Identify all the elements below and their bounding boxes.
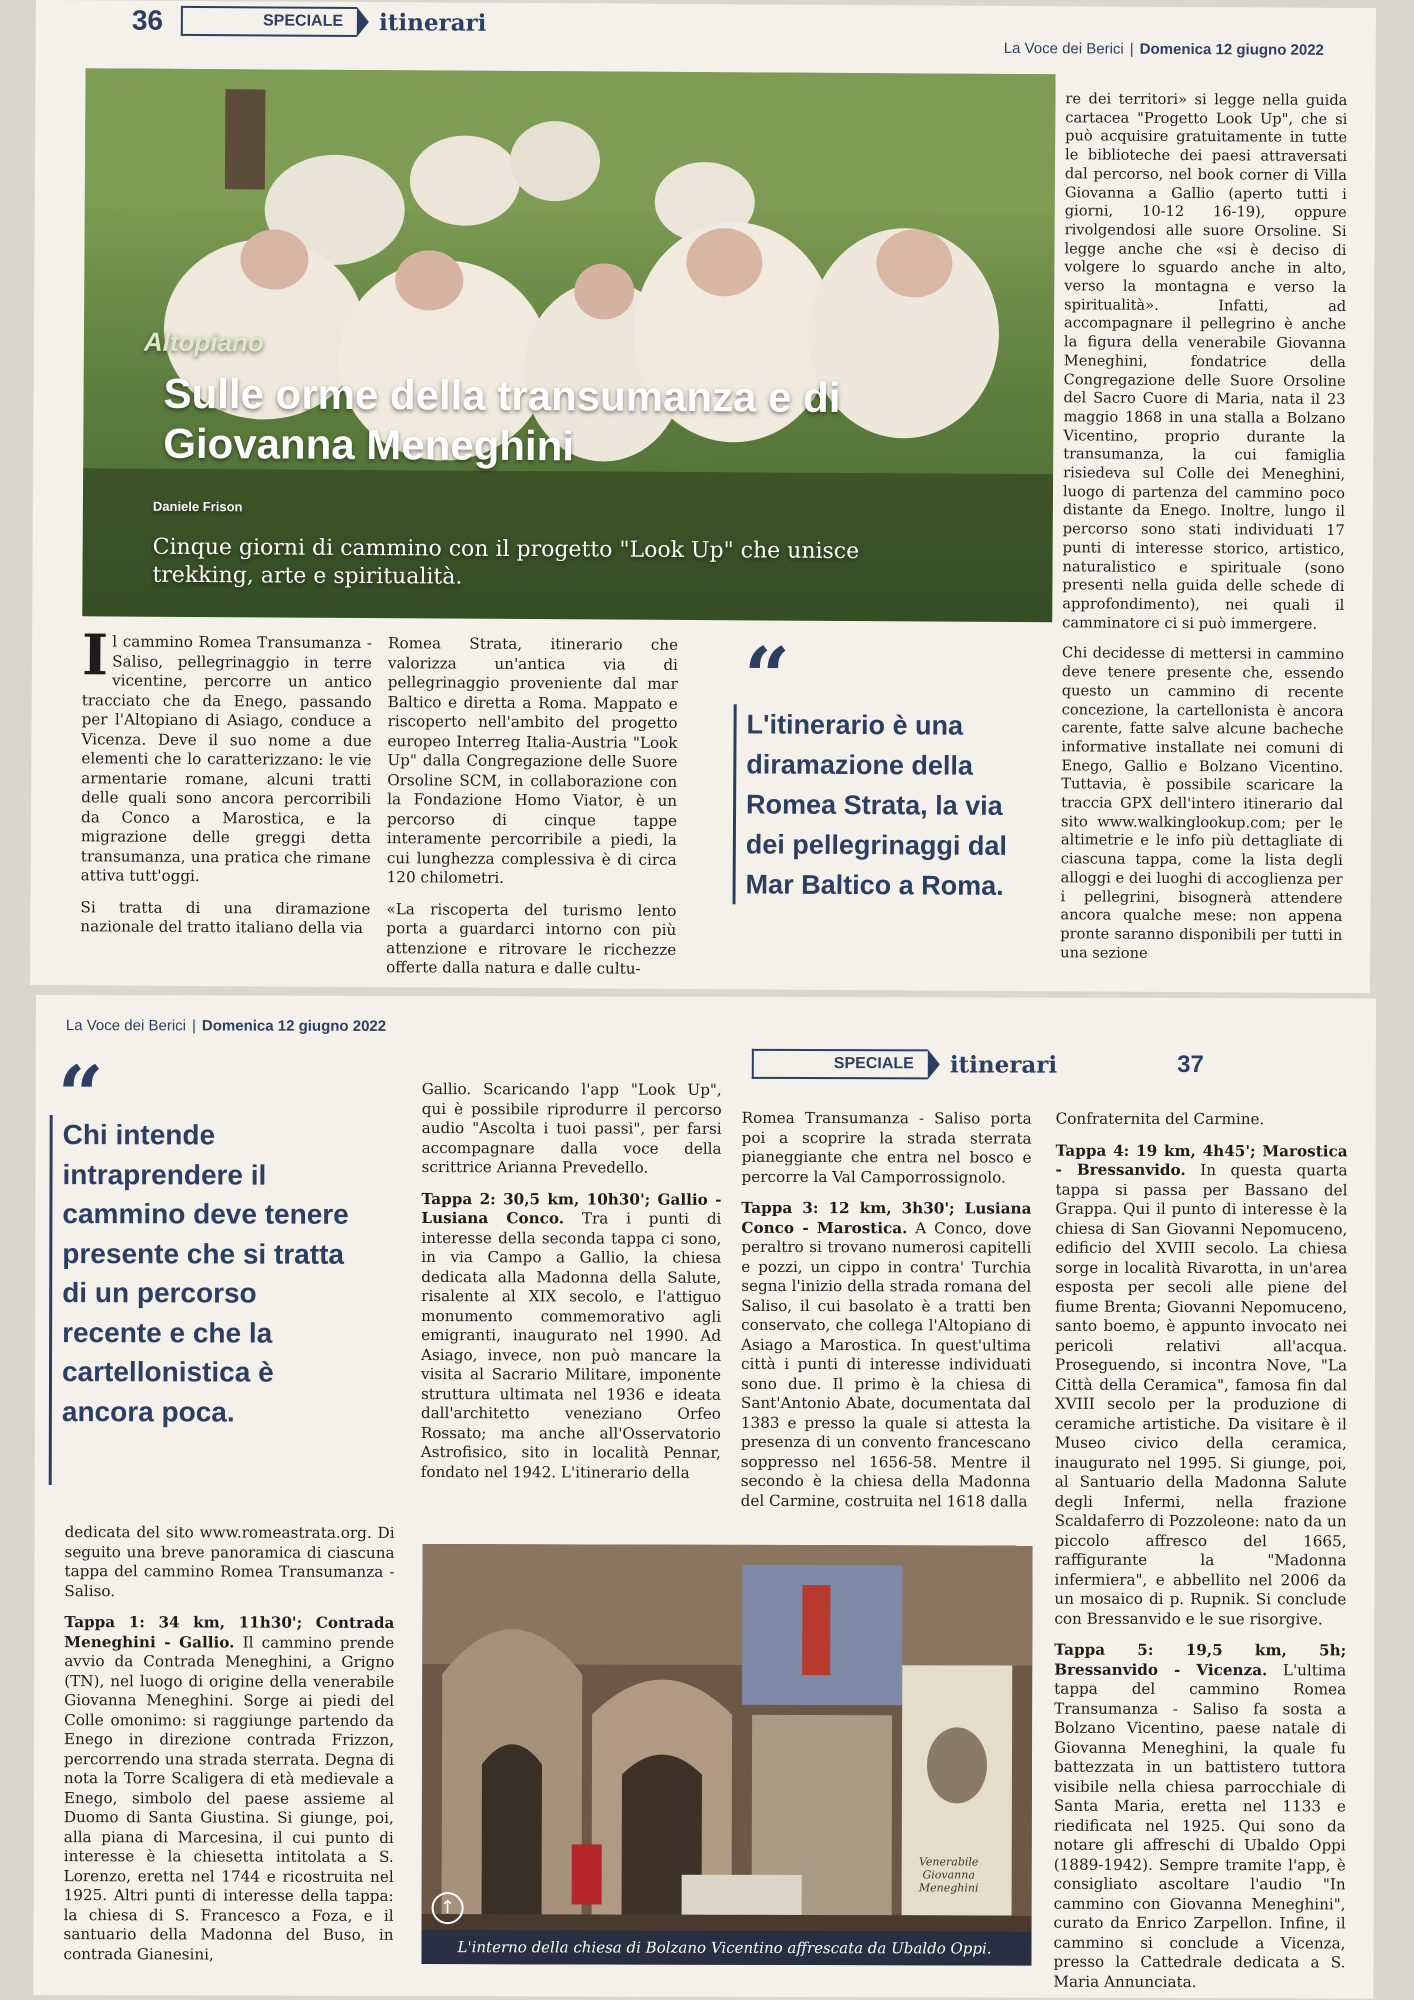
tappa-3-text: A Conco, dove peraltro si trovano numerosi capitelli e pozzi, un cippo in contra' Turchia segna l'inizio della strada romana del Saliso, il cui basolato è a tratti ben conservato, che collega l'Altopiano di Asiago a Marostica. In quest'ultima città i punti di interesse individuati sono due. Il primo è la chiesa di Sant'Antonio Abate, documentata dal 1383 e presso la quale si attesta la presenza di un convento francescano soppresso nel 1656-58. Mentre il secondo è la chiesa della Madonna del Carmine, costruita nel 1618 dalla <box>740 1218 1032 1511</box>
pull-quote-text: L'itinerario è una diramazione della Romea Strata, la via dei pellegrinaggi dal Mar Baltico a Roma. <box>745 709 1008 901</box>
tappa-4-heading: Tappa 4: 19 km, 4h45'; Marostica - Bressanvido. <box>1055 1141 1348 1180</box>
article-column-4 <box>1053 1110 1347 1999</box>
quote-mark-icon: “ <box>743 629 791 724</box>
tappa-3-heading: Tappa 3: 12 km, 3h30'; Lusiana Conco - Marostica. <box>741 1198 1032 1237</box>
column-text-2: Si tratta di una diramazione nazionale del tratto italiano della via <box>80 897 371 938</box>
publication-name: La Voce dei Berici <box>65 1017 187 1035</box>
publication-name: La Voce dei Berici <box>1003 39 1124 58</box>
article-headline: Sulle orme della transumanza e di Giovanna Meneghini <box>163 369 841 470</box>
section-tag: SPECIALE <box>181 6 357 37</box>
photo-caption: L'interno della chiesa di Bolzano Vicentino affrescata da Ubaldo Oppi. <box>421 1930 1031 1966</box>
tappa-5-text: L'ultima tappa del cammino Romea Transumanza - Saliso fa sosta a Bolzano Vicentino, paese natale di Giovanna Meneghini, la quale fu battezzata in un battistero tuttora visibile nella chiesa parrocchiale di Santa Maria, eretta nel 1133 e riedificata nel 1925. Qui sono da notare gli affreschi di Ubaldo Oppi (1889-1942). Sempre tramite l'app, è consigliato ascoltare l'audio "In cammino con Giovanna Meneghini", curato da Enrico Zarpellon. Infine, il cammino si conclude a Vicenza, presso la Cattedrale dedicata a S. Maria Annunciata. <box>1053 1660 1347 1991</box>
page-header-left: La Voce dei Berici | Domenica 12 giugno 2022 <box>65 1017 387 1035</box>
column-text: Confraternita del Carmine. <box>1055 1109 1265 1129</box>
pull-quote <box>49 1115 350 1486</box>
tappa-4-text: In questa quarta tappa si passa per Bassano del Grappa. Qui il punto di interesse è la chiesa di San Giovanni Nepomuceno, edificio del XVIII secolo. La chiesa sorge in località Rivarotta, in un'area esposta per secoli alle piene del fiume Brenta; Giovanni Nepomuceno, santo boemo, è appunto invocato nei pericoli relativi all'acqua. Proseguendo, si incontra Nove, "La Città della Ceramica", famosa fin dal XVIII secolo per la produzione di ceramiche artistiche. Da visitare è il Museo civico della ceramica, inaugurato nel 1995. Si giunge, poi, al Santuario della Madonna Salute degli Infermi, nella frazione Scaldaferro di Pozzoleone: nato da un piccolo affresco del 1665, raffigurante la "Madonna infermiera", e abbellito nel 2006 da un mosaico di p. Rupnik. Si conclude con Bressanvido e le sue risorgive. <box>1054 1161 1348 1628</box>
page-header-right <box>752 1049 1204 1080</box>
page-number: 36 <box>131 4 164 36</box>
hero-kicker: Altopiano <box>143 326 264 358</box>
newspaper-page-36 <box>30 0 1376 993</box>
tappa-5-heading: Tappa 5: 19,5 km, 5h; Bressanvido - Vicenza. <box>1054 1640 1347 1679</box>
section-tag: SPECIALE <box>752 1049 928 1079</box>
section-name: itinerari <box>378 8 487 37</box>
column-text: Romea Strata, itinerario che valorizza un'antica via di pellegrinaggio proveniente dal mar Baltico e diretta a Roma. Mappato e riscoperto nell'ambito del progetto europeo Interreg Italia-Austria "Look Up" dalla Congregazione delle Suore Orsoline SCM, in collaborazione con la Fondazione Homo Viator, è un percorso di cinque tappe interamente percorribile a piedi, la cui lunghezza complessiva è di circa 120 chilometri. <box>386 634 679 887</box>
article-subtitle: Cinque giorni di cammino con il progetto "Look Up" che unisce trekking, arte e spiritualità. <box>152 534 860 590</box>
article-column-1 <box>80 622 373 950</box>
article-column-right <box>1060 90 1347 976</box>
column-text-2: «La riscoperta del turismo lento porta a guardarci intorno con più attenzione e ritrovare le ricchezze offerte dalla natura e dalle cultu- <box>386 899 677 978</box>
column-text: re dei territori» si legge nella guida cartacea "Progetto Look Up", che si può acquisire gratuitamente in tutte le biblioteche dei paesi attraversati dal percorso, nel book corner di Villa Giovanna a Gallio (aperto tutti i giorni, 10-12 16-19), oppure rivolgendosi alle suore Orsoline. Si legge anche che «si è deciso di volgere lo sguardo anche in alto, verso la montagna e verso la spiritualità». Infatti, ad accompagnare il pellegrino è anche la figura della venerabile Giovanna Meneghini, fondatrice della Congregazione delle Suore Orsoline del Sacro Cuore di Maria, nata il 23 maggio 1868 in una stalla a Bolzano Vicentino, proprio durante la transumanza, la cui famiglia risiedeva sul Colle dei Meneghini, luogo di partenza del cammino poco distante da Enego. Inoltre, lungo il percorso sono stati individuati 17 punti di interesse storico, artistico, naturalistico e spirituale (sono presenti nella guida delle schede di approfondimento), nei quali il camminatore ci si può immergere. <box>1062 90 1348 633</box>
hero-photo-sheep <box>82 68 1055 622</box>
column-text: Romea Transumanza - Saliso porta poi a scoprire la strada sterrata pianeggiante che entra nel bosco e percorre la Val Camporrossignolo. <box>741 1108 1032 1187</box>
church-illustration <box>421 1544 1032 1966</box>
page-number: 37 <box>1177 1050 1204 1079</box>
article-author: Daniele Frison <box>152 498 243 515</box>
church-interior-photo <box>421 1544 1032 1966</box>
publication-date: Domenica 12 giugno 2022 <box>201 1017 387 1035</box>
publication-date: Domenica 12 giugno 2022 <box>1139 40 1324 59</box>
pull-quote <box>732 704 1021 906</box>
tappa-1-heading: Tappa 1: 34 km, 11h30'; Contrada Meneghini - Gallio. <box>64 1613 395 1652</box>
newspaper-page-37 <box>33 995 1376 1999</box>
column-text-2: Chi decidesse di mettersi in cammino deve tenere presente che, essendo questo un cammino di recente concezione, la cartellonista è ancora carente, fatte salve alcune bacheche informative installate nei comuni di Enego, Gallio e Bolzano Vicentino. Tuttavia, è possibile scaricare la traccia GPX dell'intero itinerario dal sito www.walkinglookup.com; per le altimetrie e le info più dettagliate di ciascuna tappa, come la lista degli alloggi e dei luoghi di accoglienza per i pellegrini, bisognerà attendere ancora qualche mese: non appena pronte saranno disponibili per tutti in una sezione <box>1060 644 1345 962</box>
tappa-2-heading: Tappa 2: 30,5 km, 10h30'; Gallio - Lusiana Conco. <box>421 1189 722 1228</box>
page-header-left <box>132 5 487 39</box>
section-name: itinerari <box>949 1050 1058 1079</box>
column-text: l cammino Romea Transumanza - Saliso, pellegrinaggio in terre vicentine, percorre un antico tracciato che da Enego, passando per l'Altopiano di Asiago, conduce a Vicenza. Deve il suo nome a due elementi che lo caratterizzano: le vie armentarie romane, alcuni tratti delle quali sono ancora percorribili da Conco a Marostica, e la migrazione delle greggi detta transumanza, una pratica che rimane attiva tutt'oggi. <box>80 632 373 886</box>
column-text: dedicata del sito www.romeastrata.org. Di seguito una breve panoramica di ciascuna tappa del cammino Romea Transumanza - Saliso. <box>64 1523 395 1600</box>
pull-quote-text: Chi intende intraprendere il cammino deve tenere presente che si tratta di un percorso recente e che la cartellonistica è ancora poca. <box>61 1119 349 1428</box>
quote-mark-icon: “ <box>57 1048 104 1143</box>
article-column-2 <box>421 1080 722 1495</box>
memorial-banner-text: Venerabile Giovanna Meneghini <box>918 1855 979 1895</box>
article-column-3 <box>741 1109 1032 1524</box>
tappa-1-text: Il cammino prende avvio da Contrada Meneghini, a Grigno (TN), nel luogo di origine della venerabile Giovanna Meneghini. Sorge ai piedi del Colle omonimo: si raggiunge partendo da Enego in direzione contrada Frizzon, percorrendo una strada sterrata. Degna di nota la Torre Scaligera di età medievale a Enego, simbolo del paese assieme al Duomo di Santa Giustina. Si giunge, poi, alla piana di Marcesina, il cui punto di interesse è la chiesetta intitolata a S. Lorenzo, eretta nel 1744 e ricostruita nel 1925. Altri punti di interesse della tappa: la chiesa di S. Francesco a Foza, e il santuario della Madonna del Buso, in contrada Gianesini, <box>63 1633 395 1963</box>
drop-cap: I <box>81 622 109 689</box>
column-text: Gallio. Scaricando l'app "Look Up", qui è possibile riprodurre il percorso audio "Ascolta i tuoi passi", per farsi accompagnare dalla voce della scrittrice Arianna Prevedello. <box>421 1080 722 1177</box>
page-header-right: La Voce dei Berici | Domenica 12 giugno 2022 <box>1003 39 1324 59</box>
arrow-up-icon: ↑ <box>432 1892 464 1924</box>
article-column-1 <box>63 1523 394 1977</box>
article-column-2 <box>386 634 678 991</box>
tappa-2-text: Tra i punti di interesse della seconda tappa ci sono, in via Campo a Gallio, la chiesa dedicata alla Madonna della Salute, risalente al XIX secolo, e l'attiguo monumento commemorativo agli emigranti, inaugurato nel 1990. Ad Asiago, invece, non può mancare la visita al Sacrario Militare, imponente struttura ultimata nel 1936 e ideata dall'architetto veneziano Orfeo Rossato; ma anche all'Osservatorio Astrofisico, sito in località Pennar, fondato nel 1942. L'itinerario della <box>420 1209 722 1482</box>
